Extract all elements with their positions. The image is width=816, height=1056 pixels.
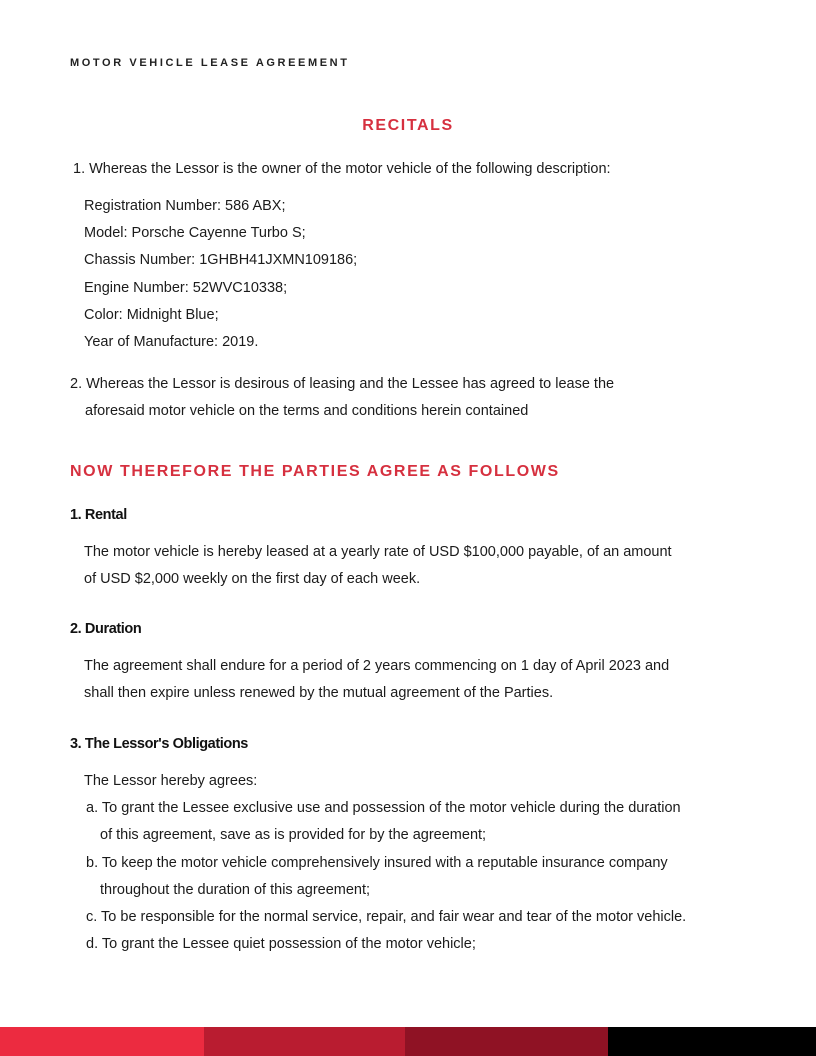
rental-text-line-2: of USD $2,000 weekly on the first day of each week. bbox=[84, 571, 421, 587]
recital-item-1: 1. Whereas the Lessor is the owner of the motor vehicle of the following description: bbox=[73, 161, 611, 177]
agreement-heading: NOW THEREFORE THE PARTIES AGREE AS FOLLOWS bbox=[70, 463, 560, 480]
footer-segment-3 bbox=[405, 1027, 608, 1056]
duration-title: 2. Duration bbox=[70, 621, 142, 637]
footer-color-bar bbox=[0, 1027, 816, 1056]
obligation-a-line-1: a. To grant the Lessee exclusive use and possession of the motor vehicle during the duration bbox=[86, 800, 681, 816]
recitals-heading: RECITALS bbox=[362, 117, 454, 134]
rental-text-line-1: The motor vehicle is hereby leased at a yearly rate of USD $100,000 payable, of an amount bbox=[84, 544, 672, 560]
footer-segment-2 bbox=[204, 1027, 405, 1056]
obligation-a-line-2: of this agreement, save as is provided for by the agreement; bbox=[100, 827, 487, 843]
vehicle-chassis: Chassis Number: 1GHBH41JXMN109186; bbox=[84, 252, 358, 268]
vehicle-color: Color: Midnight Blue; bbox=[84, 307, 219, 323]
rental-title: 1. Rental bbox=[70, 507, 127, 523]
vehicle-year: Year of Manufacture: 2019. bbox=[84, 334, 259, 350]
vehicle-engine: Engine Number: 52WVC10338; bbox=[84, 280, 288, 296]
recital-item-2-line-1: 2. Whereas the Lessor is desirous of leasing and the Lessee has agreed to lease the bbox=[70, 376, 615, 392]
obligation-c-line-1: c. To be responsible for the normal service, repair, and fair wear and tear of the motor vehicle. bbox=[86, 909, 687, 925]
recital-item-2-line-2: aforesaid motor vehicle on the terms and conditions herein contained bbox=[85, 403, 529, 419]
vehicle-registration: Registration Number: 586 ABX; bbox=[84, 198, 286, 214]
obligations-title: 3. The Lessor's Obligations bbox=[70, 736, 248, 752]
obligation-b-line-1: b. To keep the motor vehicle comprehensively insured with a reputable insurance company bbox=[86, 855, 668, 871]
obligations-intro: The Lessor hereby agrees: bbox=[84, 773, 258, 789]
vehicle-model: Model: Porsche Cayenne Turbo S; bbox=[84, 225, 306, 241]
obligation-d-line-1: d. To grant the Lessee quiet possession of the motor vehicle; bbox=[86, 936, 476, 952]
footer-segment-4 bbox=[608, 1027, 816, 1056]
page-header-title: MOTOR VEHICLE LEASE AGREEMENT bbox=[70, 57, 350, 69]
footer-segment-1 bbox=[0, 1027, 204, 1056]
obligation-b-line-2: throughout the duration of this agreement; bbox=[100, 882, 371, 898]
duration-text-line-2: shall then expire unless renewed by the mutual agreement of the Parties. bbox=[84, 685, 554, 701]
duration-text-line-1: The agreement shall endure for a period of 2 years commencing on 1 day of April 2023 and bbox=[84, 658, 670, 674]
